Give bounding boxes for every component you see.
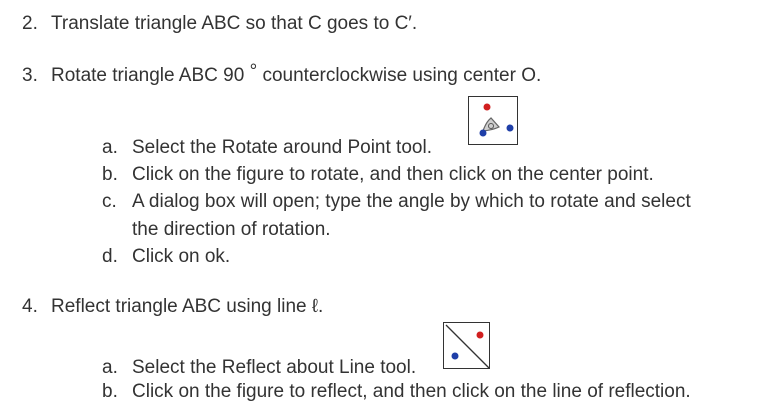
red-point [477, 332, 484, 339]
step-4b-text: Click on the figure to reflect, and then click on the line of reflection. [132, 381, 691, 402]
red-point [484, 104, 491, 111]
step-3a-text: Select the Rotate around Point tool. [132, 137, 432, 158]
step-3c-text-line2: the direction of rotation. [132, 219, 331, 240]
reflect-about-line-icon [443, 322, 490, 369]
step-3-text-part1: Rotate triangle ABC 90 [51, 65, 250, 86]
step-3-text-part2: counterclockwise using center O. [257, 65, 542, 86]
degree-symbol: ° [249, 61, 258, 82]
step-3c-text-line1: A dialog box will open; type the angle by which to rotate and select [132, 191, 691, 212]
step-4b-letter: b. [102, 381, 118, 402]
rotated-triangle [483, 118, 499, 131]
step-4a-letter: a. [102, 357, 118, 378]
step-3b-letter: b. [102, 164, 118, 185]
step-3d-letter: d. [102, 246, 118, 267]
rotate-around-point-icon [468, 96, 518, 145]
step-4-number: 4. [22, 296, 38, 317]
step-4-text: Reflect triangle ABC using line ℓ. [51, 296, 324, 317]
step-3-text [51, 61, 542, 87]
blue-point-lower [480, 130, 487, 137]
step-3b-text: Click on the figure to rotate, and then click on the center point. [132, 164, 654, 185]
reflect-about-line-graphic [444, 323, 491, 370]
step-4a-text: Select the Reflect about Line tool. [132, 357, 417, 378]
blue-point-right [507, 125, 514, 132]
step-3d-text: Click on ok. [132, 246, 231, 267]
step-3c-letter: c. [102, 191, 117, 212]
rotate-around-point-graphic [469, 97, 519, 146]
step-2-text: Translate triangle ABC so that C goes to C′. [51, 13, 418, 34]
reflection-line [446, 325, 489, 368]
step-3a-letter: a. [102, 137, 118, 158]
step-3-number: 3. [22, 65, 38, 86]
blue-point [452, 353, 459, 360]
step-2-number: 2. [22, 13, 38, 34]
